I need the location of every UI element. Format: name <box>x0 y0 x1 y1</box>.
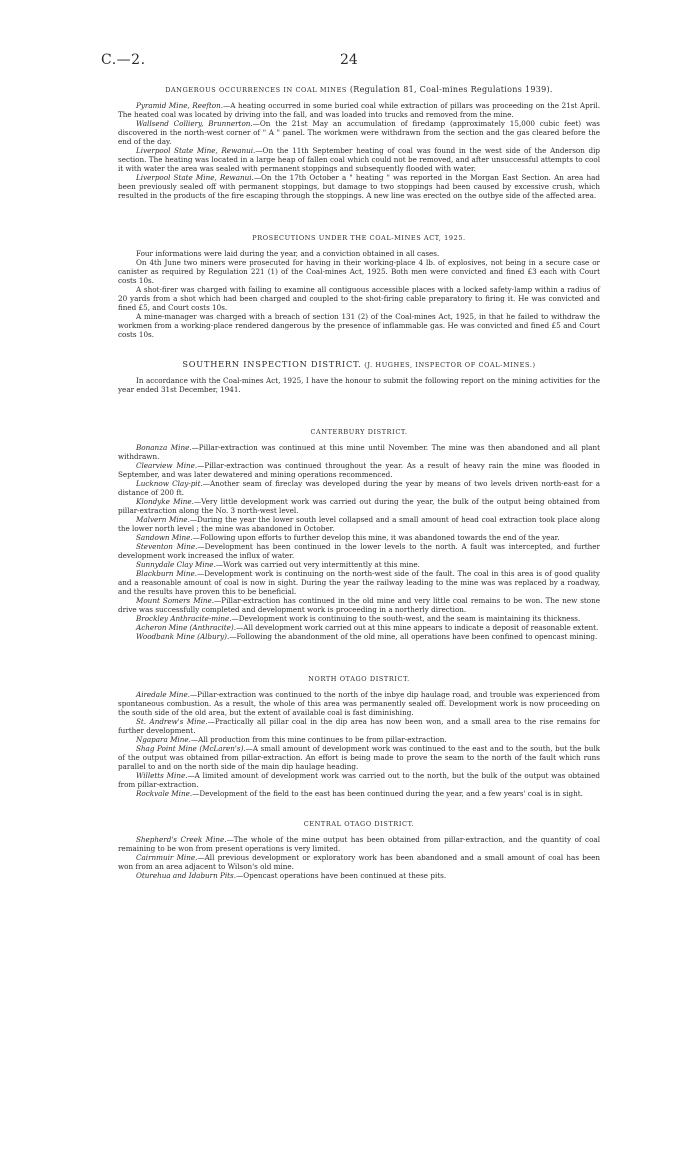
report-paragraph <box>118 871 600 880</box>
paragraph-text: Pillar-extraction was continued to the north of the inbye dip haulage road, and trouble was experienced from spontaneous combustion. As a result, the whole of this area was permanently sealed off. Development work is now proceeding on the south side of the old area, but the extent of available coal is fast diminishing. <box>118 690 600 717</box>
report-paragraph: A mine-manager was charged with a breach of section 131 (2) of the Coal-mines Act, 1925, in that he failed to withdraw the workmen from a working-place rendered dangerous by the presence of inflammable gas. He was convicted and fined £5 and Court costs 10s. <box>118 312 600 339</box>
section-title-dangerous-occurrences <box>118 84 600 96</box>
paragraph-text: Another seam of fireclay was developed during the year by means of two levels driven north-east for a distance of 200 ft. <box>118 479 600 497</box>
report-paragraph <box>118 560 600 569</box>
report-paragraph <box>118 623 600 632</box>
paragraph-text: On the 11th September heating of coal was found in the west side of the Anderson dip section. The heating was located in a large heap of fallen coal which could not be removed, and after unsuccessful attempts to cool it with water the area was sealed with permanent stoppings and subsequently flooded with water. <box>118 146 600 173</box>
report-paragraph <box>118 146 600 173</box>
report-paragraph <box>118 690 600 717</box>
paragraph-text: All development work carried out at this mine appears to indicate a deposit of reasonable extent. <box>243 623 599 632</box>
paragraph-text: Pillar-extraction was continued at this mine until November. The mine was then abandoned and all plant withdrawn. <box>118 443 600 461</box>
paragraph-text: All previous development or exploratory work has been abandoned and a small amount of coal has been won from an area adjacent to Wilson's old mine. <box>118 853 600 871</box>
paragraph-text: Opencast operations have been continued at these pits. <box>243 871 447 880</box>
mine-name: Steventon Mine.— <box>136 542 205 551</box>
report-paragraph: On 4th June two miners were prosecuted for having in their working-place 4 lb. of explosives, not being in a secure case or canister as required by Regulation 221 (1) of the Coal-mines Act, 1925. Both men were convicted and fined £3 each with Court costs 10s. <box>118 258 600 285</box>
report-paragraph <box>118 173 600 200</box>
section-title-dangerous-suffix: (Regulation 81, Coal-mines Regulations 1939). <box>346 85 553 94</box>
mine-name: Mount Somers Mine.— <box>136 596 222 605</box>
page-number: 24 <box>340 52 358 68</box>
report-paragraph <box>118 771 600 789</box>
mine-name: St. Andrew's Mine.— <box>136 717 215 726</box>
mine-name: Bonanza Mine.— <box>136 443 199 452</box>
report-paragraph <box>118 119 600 146</box>
paragraph-text: On the 17th October a " heating " was reported in the Morgan East Section. An area had been previously sealed off with permanent stoppings, but damage to two stoppings had been caused by excessive crush, which resulted in the products of the fire escaping through the stoppings. A new line was erected on the outbye side of the affected area. <box>118 173 601 200</box>
report-paragraph <box>118 515 600 533</box>
dangerous-occurrences-list <box>118 101 600 200</box>
report-paragraph: Four informations were laid during the year, and a conviction obtained in all cases. <box>136 249 440 258</box>
mine-name: Brockley Anthracite-mine.— <box>136 614 239 623</box>
section-title-north-otago <box>118 673 600 685</box>
report-paragraph <box>118 497 600 515</box>
mine-name: Willetts Mine.— <box>136 771 195 780</box>
mine-name: Wallsend Colliery, Brunnerton.— <box>136 119 260 128</box>
report-paragraph <box>118 835 600 853</box>
central-otago-heading: CENTRAL OTAGO DISTRICT. <box>303 820 415 828</box>
southern-intro-paragraph: In accordance with the Coal-mines Act, 1925, I have the honour to submit the following report on the mining activities for the year ended 31st December, 1941. <box>118 376 600 394</box>
paragraph-text: Development has been continued in the lower levels to the north. A fault was intercepted, and further development work increased the influx of water. <box>118 542 600 560</box>
mine-name: Ngapara Mine.— <box>136 735 199 744</box>
report-paragraph <box>118 101 600 119</box>
mine-name: Lucknow Clay-pit.— <box>136 479 210 488</box>
paragraph-text: On the 21st May an accumulation of firedamp (approximately 15,000 cubic feet) was discovered in the north-west corner of " A " panel. The workmen were withdrawn from the section and the gas cleared before the end of the day. <box>118 119 600 146</box>
mine-name: Liverpool State Mine, Rewanui.— <box>136 146 263 155</box>
mine-name: Pyramid Mine, Reefton.— <box>136 101 231 110</box>
mine-name: Shag Point Mine (McLaren's).— <box>136 744 253 753</box>
southern-district-inspector: (J. HUGHES, INSPECTOR OF COAL-MINES.) <box>361 361 536 369</box>
section-title-central-otago <box>118 818 600 830</box>
paragraph-text: Following the abandonment of the old mine, all operations have been confined to opencast mining. <box>236 632 598 641</box>
mine-name: Sunnydale Clay Mine.— <box>136 560 224 569</box>
paragraph-text: Practically all pillar coal in the dip area has now been won, and a small area to the rise remains for further development. <box>118 717 600 735</box>
page-header <box>0 52 700 72</box>
mine-name: Liverpool State Mine, Rewanui.— <box>136 173 262 182</box>
paragraph-text: During the year the lower south level collapsed and a small amount of head coal extraction took place along the lower north level ; the mine was abandoned in October. <box>118 515 600 533</box>
paragraph-text: Development of the field to the east has been continued during the year, and a few years' coal is in sight. <box>199 789 583 798</box>
report-paragraph <box>118 789 600 798</box>
mine-name: Acheron Mine (Anthracite).— <box>136 623 244 632</box>
paragraph-text: Development work is continuing on the north-west side of the fault. The coal in this area is of good quality and a reasonable amount of coal is now in sight. During the year the railway leading to the mine was was replaced by a roadway, and the results have proven this to be beneficial. <box>118 569 600 596</box>
mine-name: Woodbank Mine (Albury).— <box>136 632 237 641</box>
report-paragraph <box>118 479 600 497</box>
report-paragraph <box>118 614 600 623</box>
mine-name: Rockvale Mine.— <box>136 789 200 798</box>
report-paragraph <box>118 533 600 542</box>
canterbury-heading: CANTERBURY DISTRICT. <box>310 428 408 436</box>
paragraph-text: Following upon efforts to further develop this mine, it was abandoned towards the end of the year. <box>199 533 560 542</box>
report-paragraph: A shot-firer was charged with failing to examine all contiguous accessible places with a locked safety-lamp within a radius of 20 yards from a shot which had been charged and coupled to the shot-firing cable preparatory to firing it. He was convicted and fined £5, and Court costs 10s. <box>118 285 600 312</box>
paragraph-text: Work was carried out very intermittently at this mine. <box>223 560 420 569</box>
north-otago-heading: NORTH OTAGO DISTRICT. <box>308 675 410 683</box>
north-otago-list <box>118 690 600 798</box>
section-title-prosecutions-text: PROSECUTIONS UNDER THE COAL-MINES ACT, 1925. <box>252 234 466 242</box>
report-paragraph <box>118 632 600 641</box>
report-paragraph <box>118 717 600 735</box>
mine-name: Oturehua and Idaburn Pits.— <box>136 871 244 880</box>
mine-name: Clearview Mine.— <box>136 461 205 470</box>
central-otago-list <box>118 835 600 880</box>
section-title-southern-district <box>118 359 600 371</box>
section-title-prosecutions <box>118 232 600 244</box>
report-paragraph <box>118 443 600 461</box>
report-paragraph <box>118 735 600 744</box>
mine-name: Klondyke Mine.— <box>136 497 202 506</box>
document-body <box>118 84 600 880</box>
paragraph-text: A small amount of development work was continued to the east and to the south, but the bulk of the output was obtained from pillar-extraction. An effort is being made to prove the seam to the north of the fault which runs parallel to and on the north side of the main dip haulage heading. <box>118 744 600 771</box>
mine-name: Shepherd's Creek Mine.— <box>136 835 234 844</box>
mine-name: Blackburn Mine.— <box>136 569 205 578</box>
prosecutions-list <box>118 249 600 339</box>
paragraph-text: A heating occurred in some buried coal while extraction of pillars was proceeding on the 21st April. The heated coal was located by driving into the fall, and was loaded into trucks and removed from the mine. <box>118 101 601 119</box>
paragraph-text: Pillar-extraction has continued in the old mine and very little coal remains to be won. The new stone drive was successfully completed and development work is proceeding in a northerly direction. <box>118 596 600 614</box>
paragraph-text: Very little development work was carried out during the year, the bulk of the output being obtained from pillar-extraction along the No. 3 north-west level. <box>118 497 601 515</box>
report-paragraph <box>118 744 600 771</box>
paragraph-text: All production from this mine continues to be from pillar-extraction. <box>198 735 447 744</box>
report-paragraph <box>118 596 600 614</box>
section-title-canterbury <box>118 426 600 438</box>
report-paragraph <box>118 461 600 479</box>
paragraph-text: Development work is continuing to the south-west, and the seam is maintaining its thickness. <box>238 614 581 623</box>
paragraph-text: Pillar-extraction was continued throughout the year. As a result of heavy rain the mine was flooded in September, and was later dewatered and mining operations recommenced. <box>118 461 600 479</box>
paragraph-text: A limited amount of development work was carried out to the north, but the bulk of the output was obtained from pillar-extraction. <box>118 771 600 789</box>
report-reference: C.—2. <box>101 52 146 68</box>
report-paragraph <box>118 542 600 560</box>
report-paragraph <box>118 569 600 596</box>
mine-name: Airedale Mine.— <box>136 690 198 699</box>
mine-name: Sandown Mine.— <box>136 533 200 542</box>
section-title-dangerous-prefix: DANGEROUS OCCURRENCES IN COAL MINES <box>165 86 347 94</box>
mine-name: Malvern Mine.— <box>136 515 198 524</box>
canterbury-list <box>118 443 600 641</box>
paragraph-text: The whole of the mine output has been obtained from pillar-extraction, and the quantity of coal remaining to be won from present operations is very limited. <box>118 835 600 853</box>
report-paragraph <box>118 853 600 871</box>
southern-district-heading: SOUTHERN INSPECTION DISTRICT. <box>182 359 362 369</box>
mine-name: Cairnmuir Mine.— <box>136 853 205 862</box>
